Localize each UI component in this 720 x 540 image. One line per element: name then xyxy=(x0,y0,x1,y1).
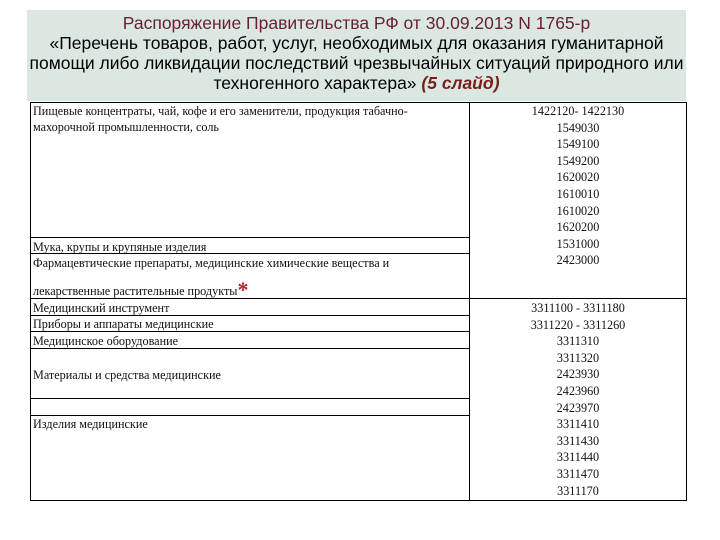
row-divider xyxy=(30,237,470,238)
code-cell: 1620200 xyxy=(556,220,600,235)
code-cell: 2423930 xyxy=(556,367,600,382)
code-cell: 3311470 xyxy=(556,466,600,481)
code-cell: 1549200 xyxy=(556,153,600,168)
row-instrument: Медицинский инструмент xyxy=(33,301,170,315)
code-cell: 1610010 xyxy=(556,186,600,201)
code-cell: 1610020 xyxy=(556,203,600,218)
code-cell: 2423960 xyxy=(556,383,600,398)
asterisk-marker: * xyxy=(237,277,249,302)
code-cell: 1549100 xyxy=(556,137,600,152)
header-line-3: помощи либо ликвидации последствий чрезвычайных ситуаций природного или xyxy=(29,53,684,73)
goods-table xyxy=(30,102,686,500)
header-line-2: «Перечень товаров, работ, услуг, необходимых для оказания гуманитарной xyxy=(49,33,664,53)
row-food-line-2: махорочной промышленности, соль xyxy=(33,120,219,134)
row-pharma-line-1: Фармацевтические препараты, медицинские химические вещества и xyxy=(33,256,390,270)
code-cell: 3311320 xyxy=(556,350,600,365)
row-divider xyxy=(30,398,470,399)
code-cell: 3311220 - 3311260 xyxy=(530,317,626,332)
row-food xyxy=(33,103,408,135)
row-pharma xyxy=(33,255,390,302)
code-cell: 3311410 xyxy=(556,417,600,432)
code-cell: 1422120- 1422130 xyxy=(531,104,625,118)
header-line-1: Распоряжение Правительства РФ от 30.09.2013 N 1765-р xyxy=(122,13,591,33)
code-cell: 3311440 xyxy=(556,450,600,465)
code-cell: 3311170 xyxy=(557,483,599,498)
slide-number: (5 слайд) xyxy=(421,73,500,93)
slide-header xyxy=(27,10,686,101)
code-cell: 3311430 xyxy=(556,433,600,448)
code-cell: 1549030 xyxy=(556,120,600,135)
code-cell: 1620020 xyxy=(556,170,600,185)
code-cell: 1531000 xyxy=(556,236,600,251)
code-cell: 3311100 - 3311180 xyxy=(531,301,625,315)
row-flour: Мука, крупы и крупяные изделия xyxy=(33,240,207,254)
row-food-line-1: Пищевые концентраты, чай, кофе и его заменители, продукция табачно- xyxy=(33,104,408,118)
code-cell: 2423000 xyxy=(556,253,600,268)
header-line-4-text: техногенного характера» xyxy=(213,73,422,93)
codes-group-top xyxy=(470,103,686,269)
row-products: Изделия медицинские xyxy=(33,417,148,431)
row-pharma-line-2 xyxy=(33,277,389,302)
row-devices: Приборы и аппараты медицинские xyxy=(33,317,214,331)
code-cell: 3311310 xyxy=(556,334,600,349)
codes-group-bottom xyxy=(470,300,686,499)
code-cell: 2423970 xyxy=(556,400,600,415)
row-materials: Материалы и средства медицинские xyxy=(33,368,221,382)
header-line-4 xyxy=(27,73,686,93)
row-pharma-text: лекарственные растительные продукты xyxy=(33,284,238,298)
row-equipment: Медицинское оборудование xyxy=(33,334,179,348)
